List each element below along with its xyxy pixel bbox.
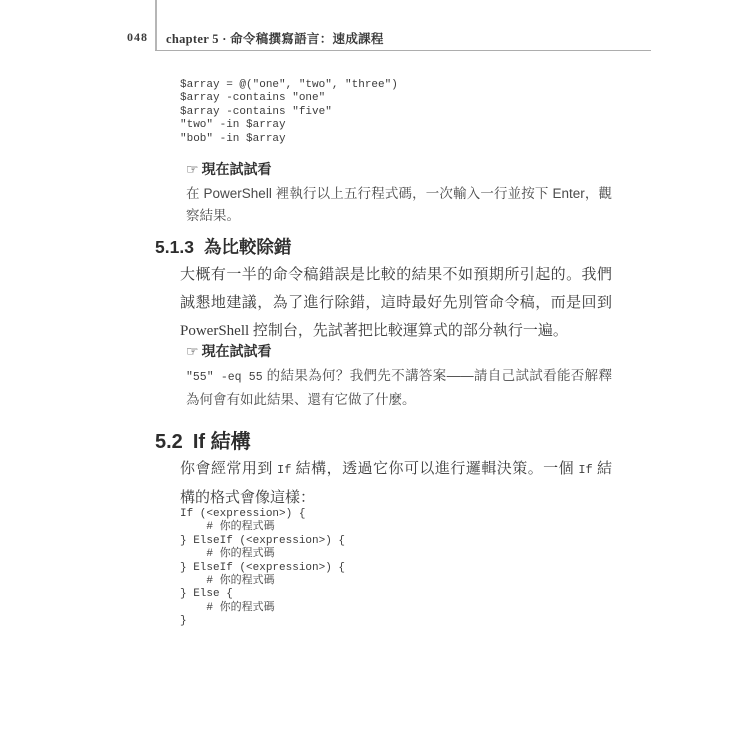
code-line: # 你的程式碼 — [180, 601, 275, 614]
callout-body: 在 PowerShell 裡執行以上五行程式碼，一次輸入一行並按下 Enter，觀察結果。 — [186, 186, 612, 223]
callout-title-text: 現在試試看 — [201, 345, 272, 360]
code-line: $array -contains "five" — [180, 105, 332, 118]
code-line: $array -contains "one" — [180, 92, 326, 105]
header-horizontal-rule — [155, 50, 651, 51]
section-number: 5.2 — [155, 431, 183, 453]
section-heading-5-2 — [155, 425, 251, 454]
page-number: 048 — [127, 30, 148, 44]
section-number: 5.1.3 — [155, 237, 194, 257]
paragraph-text: 你會經常用到 — [180, 461, 278, 477]
code-line: $array = @("one", "two", "three") — [180, 79, 398, 91]
code-line: # 你的程式碼 — [180, 575, 275, 588]
header-vertical-rule — [155, 0, 157, 50]
section-title: If 結構 — [192, 431, 251, 453]
inline-code: If — [277, 463, 292, 477]
section-heading-5-1-3 — [155, 234, 291, 259]
code-line: } — [180, 615, 187, 628]
code-line: # 你的程式碼 — [180, 521, 275, 534]
pointing-hand-icon: ☞ — [186, 344, 199, 360]
code-line: "bob" -in $array — [180, 132, 286, 145]
try-it-now-callout — [186, 160, 612, 227]
if-structure-code-block — [180, 508, 345, 629]
pointing-hand-icon: ☞ — [186, 162, 199, 178]
code-line: If (<expression>) { — [180, 508, 306, 520]
code-line: } Else { — [180, 588, 233, 601]
code-line: # 你的程式碼 — [180, 548, 275, 561]
inline-code: "55" -eq 55 — [186, 371, 263, 384]
paragraph-text: 結構的格式會像這樣： — [180, 461, 612, 506]
code-line: } ElseIf (<expression>) { — [180, 534, 346, 547]
callout-title — [186, 342, 612, 363]
inline-code: If — [578, 463, 593, 477]
body-paragraph — [180, 455, 612, 512]
code-line: } ElseIf (<expression>) { — [180, 561, 346, 574]
chapter-breadcrumb: chapter 5 · 命令稿撰寫語言：速成課程 — [166, 32, 384, 46]
paragraph-text: 結構，透過它你可以進行邏輯決策。一個 — [291, 461, 579, 477]
body-paragraph: 大概有一半的命令稿錯誤是比較的結果不如預期所引起的。我們誠懇地建議，為了進行除錯，這時最好先別管命令稿，而是回到 PowerShell 控制台，先試著把比較運算式的部分執行一遍。 — [180, 267, 612, 339]
section-title: 為比較除錯 — [203, 237, 292, 257]
try-it-now-callout — [186, 342, 612, 411]
callout-title — [186, 160, 612, 181]
callout-body — [186, 365, 612, 411]
callout-body-text: 的結果為何？我們先不講答案——請自己試試看能否解釋為何會有如此結果、還有它做了什麼。 — [186, 368, 612, 407]
code-line: "two" -in $array — [180, 119, 286, 132]
powershell-code-block — [180, 79, 398, 146]
callout-title-text: 現在試試看 — [201, 163, 272, 178]
